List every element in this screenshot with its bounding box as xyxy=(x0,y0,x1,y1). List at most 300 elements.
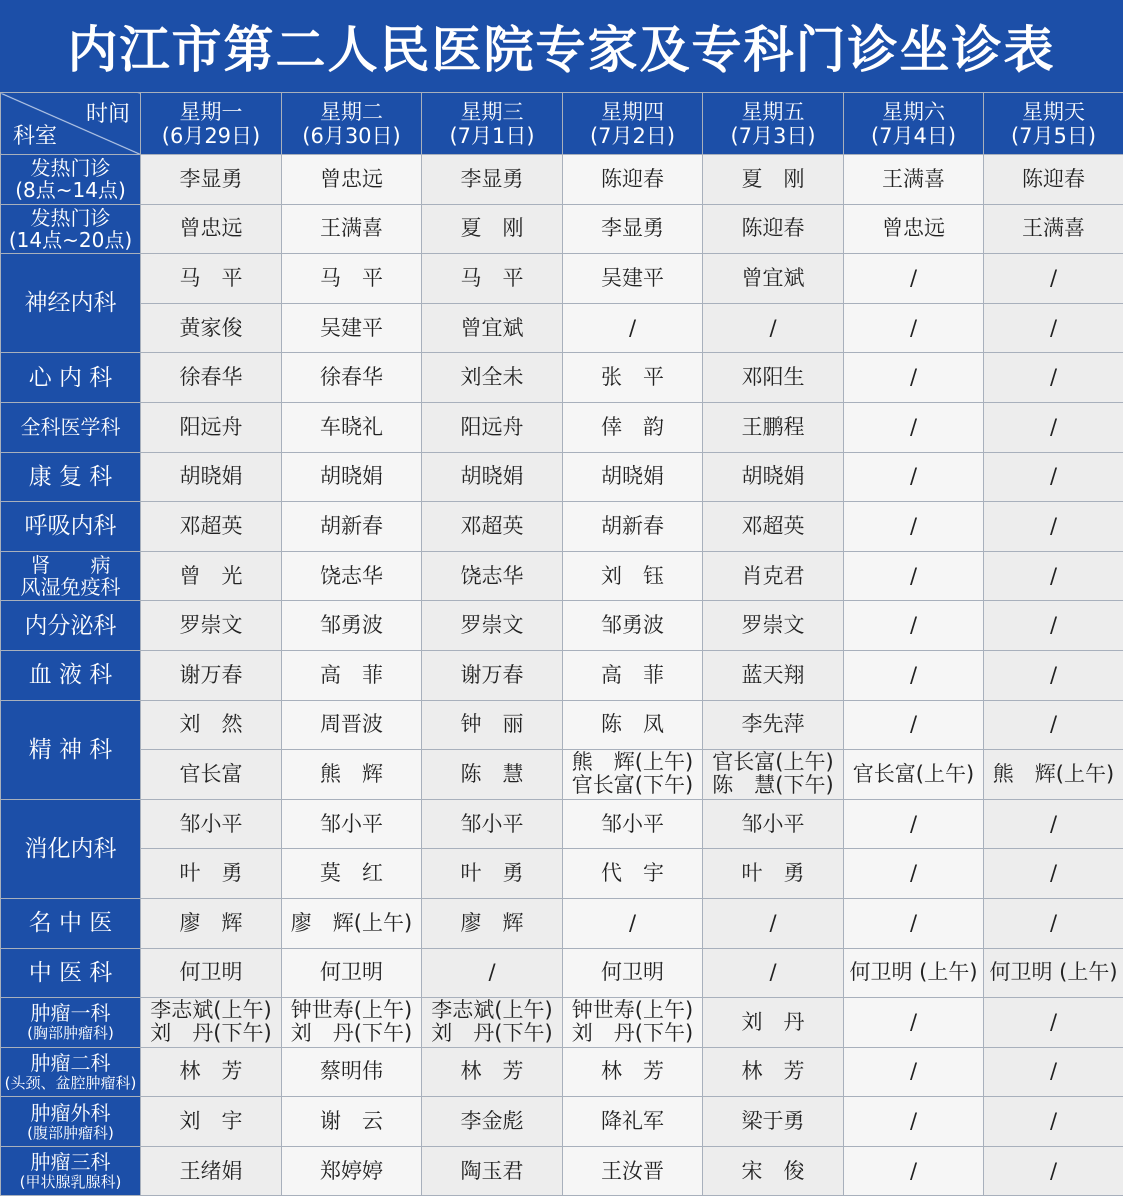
time-label: 时间 xyxy=(85,102,130,127)
doctor-name: 阳远舟 xyxy=(460,414,524,439)
doctor-name: 李显勇 xyxy=(601,216,664,241)
doctor-name: 陈 慧(下午) xyxy=(712,773,834,798)
doctor-name: / xyxy=(909,315,918,340)
table-row xyxy=(1,750,1123,800)
department-name-line: 肿瘤外科 xyxy=(30,1100,111,1125)
schedule-cell xyxy=(141,1097,282,1147)
table-row xyxy=(1,948,1123,998)
day-header-sun: 星期天 (7月5日) xyxy=(984,93,1123,155)
schedule-cell xyxy=(984,1146,1123,1196)
schedule-cell xyxy=(984,700,1123,750)
department-name-line: 精 神 科 xyxy=(28,736,113,763)
doctor-name: 罗崇文 xyxy=(179,613,243,638)
doctor-name: 刘 然 xyxy=(179,712,243,737)
schedule-cell xyxy=(422,1097,563,1147)
schedule-cell xyxy=(844,750,984,800)
schedule-cell xyxy=(984,898,1123,948)
schedule-cell xyxy=(563,452,703,502)
doctor-name: 李先萍 xyxy=(741,712,805,737)
schedule-cell xyxy=(422,650,563,700)
schedule-cell xyxy=(844,948,984,998)
schedule-cell xyxy=(703,601,844,651)
schedule-cell xyxy=(422,402,563,452)
doctor-name: 林 芳 xyxy=(601,1059,664,1084)
doctor-name: 饶志华 xyxy=(320,563,383,588)
doctor-name: 高 菲 xyxy=(601,662,664,687)
doctor-name: / xyxy=(909,662,918,687)
table-row xyxy=(1,700,1123,750)
doctor-name: 邓超英 xyxy=(460,513,524,538)
department-name-line: (头颈、盆腔肿瘤科) xyxy=(4,1073,137,1092)
department-name xyxy=(1,650,141,700)
schedule-cell xyxy=(844,898,984,948)
table-row xyxy=(1,204,1123,254)
schedule-cell xyxy=(282,750,422,800)
doctor-name: 徐春华 xyxy=(320,365,383,390)
doctor-name: 何卫明 xyxy=(601,960,664,985)
schedule-cell xyxy=(844,353,984,403)
schedule-cell xyxy=(703,700,844,750)
schedule-cell xyxy=(422,1047,563,1097)
doctor-name: 何卫明 xyxy=(179,960,243,985)
doctor-name: / xyxy=(1049,1109,1058,1134)
schedule-cell xyxy=(984,204,1123,254)
department-name-line: 发热门诊 xyxy=(30,205,111,230)
schedule-cell xyxy=(703,551,844,601)
schedule-cell xyxy=(844,204,984,254)
doctor-name: 官长富(下午) xyxy=(571,773,694,798)
table-row xyxy=(1,502,1123,552)
schedule-cell xyxy=(984,650,1123,700)
schedule-cell xyxy=(422,700,563,750)
schedule-cell xyxy=(282,1047,422,1097)
day-header-tue: 星期二 (6月30日) xyxy=(282,93,422,155)
schedule-cell xyxy=(703,898,844,948)
doctor-name: / xyxy=(488,960,496,985)
schedule-cell xyxy=(282,700,422,750)
doctor-name: 胡新春 xyxy=(601,513,664,538)
schedule-cell xyxy=(282,1097,422,1147)
schedule-cell xyxy=(984,750,1123,800)
schedule-cell xyxy=(282,303,422,353)
table-row xyxy=(1,898,1123,948)
doctor-name: / xyxy=(909,613,918,638)
table-row xyxy=(1,353,1123,403)
doctor-name: 胡晓娟 xyxy=(179,464,243,489)
department-name-line: 神经内科 xyxy=(24,290,117,317)
schedule-cell xyxy=(703,452,844,502)
doctor-name: / xyxy=(909,861,918,886)
doctor-name: 官长富(上午) xyxy=(712,750,834,775)
schedule-cell xyxy=(282,849,422,899)
schedule-cell xyxy=(703,254,844,304)
doctor-name: 陈 凤 xyxy=(601,712,664,737)
department-name xyxy=(1,204,141,254)
doctor-name: 张 平 xyxy=(601,365,664,390)
schedule-cell xyxy=(984,353,1123,403)
schedule-cell xyxy=(703,1047,844,1097)
schedule-cell xyxy=(282,898,422,948)
doctor-name: 李显勇 xyxy=(179,166,243,191)
doctor-name: 王满喜 xyxy=(882,166,945,191)
doctor-name: 叶 勇 xyxy=(741,861,805,886)
doctor-name: 曾宜斌 xyxy=(741,265,805,290)
department-name-line: 风湿免疫科 xyxy=(20,575,121,600)
schedule-cell xyxy=(282,452,422,502)
doctor-name: / xyxy=(909,1009,918,1034)
doctor-name: / xyxy=(769,315,777,340)
doctor-name: / xyxy=(909,910,918,935)
doctor-name: 罗崇文 xyxy=(741,613,805,638)
doctor-name: 黄家俊 xyxy=(179,315,243,340)
schedule-cell xyxy=(984,502,1123,552)
department-name xyxy=(1,601,141,651)
doctor-name: 林 芳 xyxy=(460,1059,524,1084)
schedule-cell xyxy=(563,502,703,552)
schedule-cell xyxy=(422,799,563,849)
doctor-name: / xyxy=(1049,265,1058,290)
department-name-line: 心 内 科 xyxy=(28,364,113,391)
schedule-cell xyxy=(984,799,1123,849)
day-header-wed: 星期三 (7月1日) xyxy=(422,93,563,155)
doctor-name: 马 平 xyxy=(320,265,383,290)
doctor-name: 谢万春 xyxy=(460,662,524,687)
schedule-cell xyxy=(282,948,422,998)
table-row xyxy=(1,303,1123,353)
schedule-cell xyxy=(141,898,282,948)
doctor-name: 莫 红 xyxy=(320,861,383,886)
doctor-name: 邹勇波 xyxy=(320,613,383,638)
schedule-cell xyxy=(422,155,563,205)
schedule-cell xyxy=(703,849,844,899)
table-row xyxy=(1,998,1123,1048)
doctor-name: / xyxy=(628,910,637,935)
schedule-cell xyxy=(844,303,984,353)
schedule-cell xyxy=(563,700,703,750)
doctor-name: 李志斌(上午) xyxy=(150,998,272,1023)
doctor-name: 邹小平 xyxy=(460,811,524,836)
schedule-cell xyxy=(703,1097,844,1147)
schedule-cell xyxy=(563,551,703,601)
schedule-cell xyxy=(844,402,984,452)
doctor-name: 陈迎春 xyxy=(1022,166,1085,191)
table-row xyxy=(1,799,1123,849)
doctor-name: 吴建平 xyxy=(601,265,664,290)
doctor-name: 胡晓娟 xyxy=(601,464,664,489)
department-name xyxy=(1,948,141,998)
doctor-name: / xyxy=(909,563,918,588)
schedule-cell xyxy=(422,551,563,601)
schedule-cell xyxy=(563,1097,703,1147)
schedule-cell xyxy=(563,998,703,1048)
schedule-cell xyxy=(282,650,422,700)
doctor-name: 刘 丹(下午) xyxy=(150,1021,272,1046)
schedule-cell xyxy=(703,204,844,254)
doctor-name: / xyxy=(1049,662,1058,687)
day-header-sat: 星期六 (7月4日) xyxy=(844,93,984,155)
doctor-name: 邹小平 xyxy=(179,811,243,836)
department-name xyxy=(1,898,141,948)
doctor-name: / xyxy=(909,265,918,290)
department-name xyxy=(1,254,141,353)
schedule-cell xyxy=(422,303,563,353)
department-name-line: (胸部肿瘤科) xyxy=(27,1024,114,1043)
doctor-name: 胡晓娟 xyxy=(460,464,524,489)
doctor-name: 刘 丹 xyxy=(741,1009,805,1034)
schedule-cell xyxy=(703,1146,844,1196)
schedule-cell xyxy=(844,452,984,502)
doctor-name: / xyxy=(769,910,777,935)
department-name-line: 中 医 科 xyxy=(28,959,113,986)
schedule-cell xyxy=(563,254,703,304)
doctor-name: / xyxy=(1049,1158,1058,1183)
schedule-cell xyxy=(563,303,703,353)
doctor-name: / xyxy=(1049,910,1058,935)
doctor-name: 邹小平 xyxy=(741,811,805,836)
schedule-cell xyxy=(422,353,563,403)
doctor-name: 钟世寿(上午) xyxy=(290,998,413,1023)
table-row xyxy=(1,254,1123,304)
department-name xyxy=(1,1097,141,1147)
doctor-name: 廖 辉(上午) xyxy=(290,910,413,935)
doctor-name: 曾 光 xyxy=(179,563,243,588)
department-name xyxy=(1,1047,141,1097)
schedule-cell xyxy=(984,155,1123,205)
schedule-cell xyxy=(422,601,563,651)
doctor-name: 夏 刚 xyxy=(460,216,524,241)
schedule-cell xyxy=(563,849,703,899)
department-name xyxy=(1,353,141,403)
schedule-cell xyxy=(282,799,422,849)
doctor-name: 马 平 xyxy=(179,265,243,290)
doctor-name: 李金彪 xyxy=(460,1109,524,1134)
schedule-cell xyxy=(141,998,282,1048)
department-name xyxy=(1,551,141,601)
department-name-line: 血 液 科 xyxy=(28,662,113,689)
schedule-cell xyxy=(563,155,703,205)
doctor-name: 廖 辉 xyxy=(460,910,524,935)
schedule-cell xyxy=(422,502,563,552)
schedule-cell xyxy=(141,353,282,403)
doctor-name: 刘 丹(下午) xyxy=(571,1021,694,1046)
schedule-cell xyxy=(141,948,282,998)
doctor-name: 蔡明伟 xyxy=(320,1059,383,1084)
schedule-cell xyxy=(141,551,282,601)
schedule-cell xyxy=(844,551,984,601)
schedule-cell xyxy=(563,1146,703,1196)
schedule-cell xyxy=(984,601,1123,651)
schedule-cell xyxy=(282,601,422,651)
doctor-name: / xyxy=(909,712,918,737)
doctor-name: 林 芳 xyxy=(741,1059,805,1084)
schedule-body xyxy=(1,155,1123,1196)
doctor-name: / xyxy=(1049,613,1058,638)
doctor-name: 钟 丽 xyxy=(460,712,524,737)
doctor-name: 叶 勇 xyxy=(460,861,524,886)
doctor-name: 胡新春 xyxy=(320,513,383,538)
schedule-cell xyxy=(703,303,844,353)
department-name-line: 全科医学科 xyxy=(20,415,121,440)
schedule-cell xyxy=(141,303,282,353)
table-row xyxy=(1,650,1123,700)
schedule-cell xyxy=(141,799,282,849)
department-name-line: 康 复 科 xyxy=(28,463,113,490)
schedule-cell xyxy=(844,650,984,700)
department-name-line: 呼吸内科 xyxy=(24,513,117,540)
table-row xyxy=(1,452,1123,502)
schedule-cell xyxy=(703,402,844,452)
doctor-name: 代 宇 xyxy=(601,861,664,886)
schedule-cell xyxy=(141,402,282,452)
doctor-name: / xyxy=(909,414,918,439)
schedule-cell xyxy=(844,601,984,651)
table-row xyxy=(1,1097,1123,1147)
department-name xyxy=(1,452,141,502)
schedule-cell xyxy=(984,998,1123,1048)
doctor-name: 邹小平 xyxy=(601,811,664,836)
schedule-cell xyxy=(984,452,1123,502)
doctor-name: 熊 辉(上午) xyxy=(992,761,1115,786)
doctor-name: 徐春华 xyxy=(179,365,243,390)
schedule-cell xyxy=(703,155,844,205)
doctor-name: / xyxy=(1049,1009,1058,1034)
table-row xyxy=(1,1047,1123,1097)
schedule-cell xyxy=(844,1146,984,1196)
schedule-cell xyxy=(422,948,563,998)
doctor-name: / xyxy=(1049,513,1058,538)
department-name-line: 消化内科 xyxy=(24,835,117,862)
schedule-cell xyxy=(703,650,844,700)
doctor-name: 王汝晋 xyxy=(601,1158,664,1183)
doctor-name: 何卫明 xyxy=(320,960,383,985)
table-row xyxy=(1,601,1123,651)
doctor-name: 宋 俊 xyxy=(741,1158,805,1183)
day-header-fri: 星期五 (7月3日) xyxy=(703,93,844,155)
doctor-name: / xyxy=(909,513,918,538)
page-title: 内江市第二人民医院专家及专科门诊坐诊表 xyxy=(0,0,1123,92)
schedule-cell xyxy=(984,849,1123,899)
doctor-name: 曾忠远 xyxy=(179,216,243,241)
doctor-name: / xyxy=(1049,1059,1058,1084)
schedule-cell xyxy=(282,204,422,254)
department-name xyxy=(1,1146,141,1196)
dept-label: 科室 xyxy=(13,124,58,149)
department-name-line: (8点~14点) xyxy=(15,178,126,203)
doctor-name: 马 平 xyxy=(460,265,524,290)
schedule-cell xyxy=(563,650,703,700)
doctor-name: / xyxy=(1049,365,1058,390)
doctor-name: / xyxy=(909,1158,918,1183)
doctor-name: 车晓礼 xyxy=(320,414,383,439)
department-name-line: 内分泌科 xyxy=(24,612,117,639)
header-row xyxy=(1,93,1123,155)
department-name-line: 肿瘤二科 xyxy=(30,1050,111,1075)
schedule-cell xyxy=(984,948,1123,998)
doctor-name: 邓阳生 xyxy=(741,365,805,390)
doctor-name: 高 菲 xyxy=(320,662,383,687)
doctor-name: 蓝天翔 xyxy=(741,662,805,687)
doctor-name: 吴建平 xyxy=(320,315,383,340)
doctor-name: 王绪娟 xyxy=(179,1158,243,1183)
schedule-cell xyxy=(844,849,984,899)
doctor-name: 刘 丹(下午) xyxy=(431,1021,553,1046)
table-row xyxy=(1,402,1123,452)
doctor-name: 王满喜 xyxy=(1022,216,1085,241)
schedule-cell xyxy=(422,849,563,899)
schedule-cell xyxy=(563,750,703,800)
schedule-cell xyxy=(844,254,984,304)
table-row xyxy=(1,1146,1123,1196)
schedule-cell xyxy=(141,849,282,899)
department-name-line: (14点~20点) xyxy=(8,227,133,252)
schedule-cell xyxy=(844,1097,984,1147)
schedule-cell xyxy=(563,402,703,452)
doctor-name: 钟世寿(上午) xyxy=(571,998,694,1023)
doctor-name: 曾宜斌 xyxy=(460,315,524,340)
doctor-name: / xyxy=(909,811,918,836)
doctor-name: 胡晓娟 xyxy=(320,464,383,489)
doctor-name: 邓超英 xyxy=(179,513,243,538)
schedule-cell xyxy=(282,1146,422,1196)
doctor-name: 官长富 xyxy=(179,761,243,786)
schedule-table xyxy=(0,92,1123,1196)
doctor-name: 肖克君 xyxy=(741,563,805,588)
doctor-name: 谢 云 xyxy=(320,1109,383,1134)
schedule-cell xyxy=(141,700,282,750)
schedule-cell xyxy=(563,948,703,998)
schedule-cell xyxy=(282,353,422,403)
department-name-line: 肿瘤一科 xyxy=(30,1001,111,1026)
doctor-name: / xyxy=(1049,414,1058,439)
doctor-name: 王满喜 xyxy=(320,216,383,241)
doctor-name: / xyxy=(909,365,918,390)
doctor-name: 谢万春 xyxy=(179,662,243,687)
schedule-cell xyxy=(703,353,844,403)
doctor-name: 熊 辉(上午) xyxy=(571,750,694,775)
schedule-cell xyxy=(984,254,1123,304)
doctor-name: 陈迎春 xyxy=(601,166,664,191)
doctor-name: / xyxy=(1049,563,1058,588)
department-name xyxy=(1,502,141,552)
schedule-cell xyxy=(984,1047,1123,1097)
corner-header xyxy=(1,93,141,155)
schedule-cell xyxy=(984,1097,1123,1147)
department-name-line: 肿瘤三科 xyxy=(30,1150,111,1175)
schedule-cell xyxy=(141,155,282,205)
doctor-name: / xyxy=(909,464,918,489)
schedule-cell xyxy=(282,502,422,552)
doctor-name: 曾忠远 xyxy=(320,166,383,191)
doctor-name: / xyxy=(909,1109,918,1134)
schedule-cell xyxy=(563,204,703,254)
schedule-cell xyxy=(844,1047,984,1097)
schedule-cell xyxy=(563,353,703,403)
schedule-cell xyxy=(844,998,984,1048)
schedule-cell xyxy=(844,799,984,849)
doctor-name: / xyxy=(909,1059,918,1084)
schedule-cell xyxy=(563,898,703,948)
schedule-cell xyxy=(703,998,844,1048)
doctor-name: 刘全未 xyxy=(460,365,524,390)
doctor-name: / xyxy=(628,315,637,340)
doctor-name: 梁于勇 xyxy=(741,1109,805,1134)
schedule-cell xyxy=(141,452,282,502)
table-row xyxy=(1,155,1123,205)
doctor-name: / xyxy=(1049,861,1058,886)
doctor-name: 陶玉君 xyxy=(460,1158,524,1183)
schedule-cell xyxy=(563,1047,703,1097)
schedule-cell xyxy=(422,750,563,800)
